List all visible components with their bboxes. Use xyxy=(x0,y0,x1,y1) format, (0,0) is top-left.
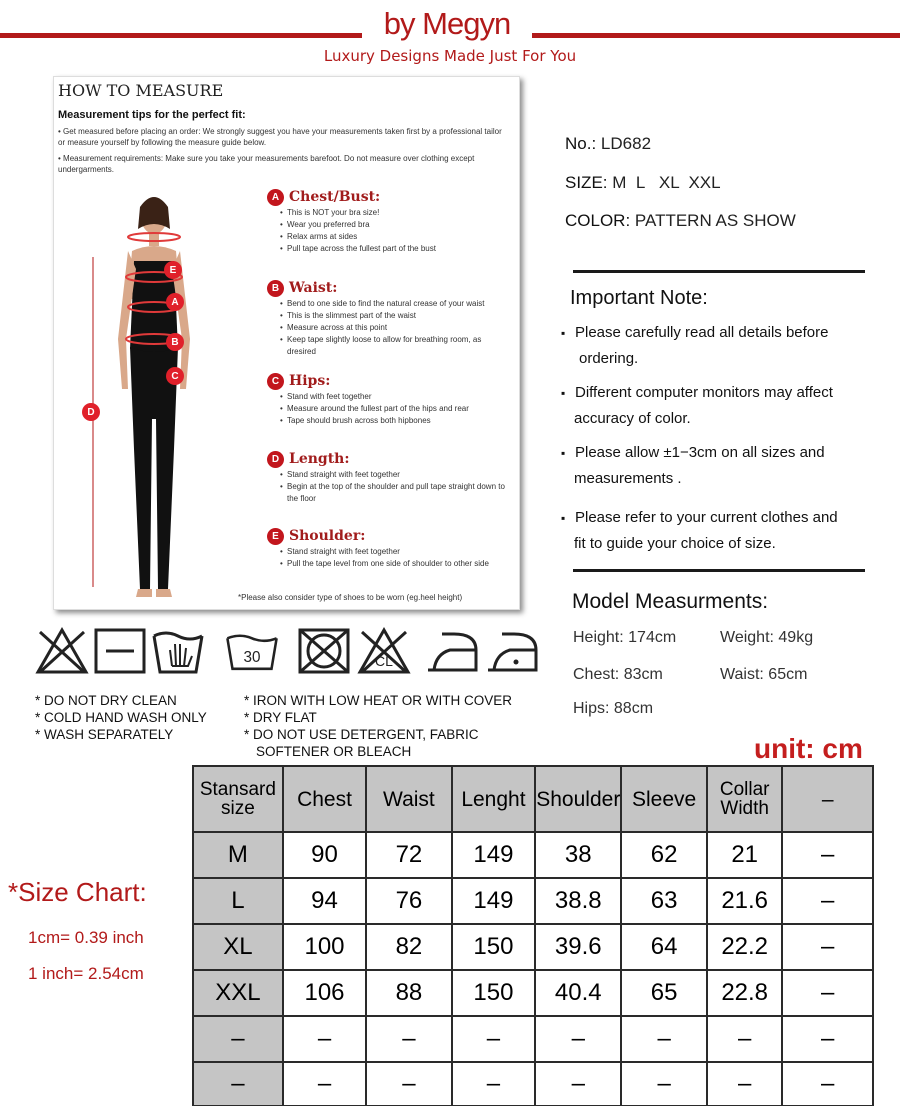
badge-a: A xyxy=(267,189,284,206)
section-title: Shoulder: xyxy=(289,528,366,544)
section-length xyxy=(267,449,512,505)
section-item: • Measure across at this point xyxy=(267,322,512,334)
table-cell: – xyxy=(193,1016,283,1062)
note-line: Different computer monitors may affect xyxy=(575,384,833,401)
section-chest xyxy=(267,187,512,255)
table-row xyxy=(193,878,873,924)
card-subtitle: Measurement tips for the perfect fit: xyxy=(58,109,246,121)
section-item: • Tape should brush across both hipbones xyxy=(267,415,512,427)
table-cell: 100 xyxy=(283,924,366,970)
section-item: • Stand with feet together xyxy=(267,391,512,403)
table-cell: – xyxy=(366,1016,451,1062)
section-item: • Measure around the fullest part of the hips and rear xyxy=(267,403,512,415)
section-title: Chest/Bust: xyxy=(289,189,381,205)
wash-temp: 30 xyxy=(243,649,261,667)
note-line: Please allow ±1−3cm on all sizes and xyxy=(575,444,825,461)
section-title: Waist: xyxy=(289,280,338,296)
header-cell: Waist xyxy=(366,766,451,832)
table-cell: 22.8 xyxy=(707,970,783,1016)
table-cell: 149 xyxy=(452,878,536,924)
table-cell: – xyxy=(452,1016,536,1062)
table-cell: 22.2 xyxy=(707,924,783,970)
care-line: * IRON WITH LOW HEAT OR WITH COVER xyxy=(244,693,513,708)
product-size-label: SIZE: xyxy=(565,173,608,192)
table-cell: – xyxy=(283,1016,366,1062)
table-cell: 21.6 xyxy=(707,878,783,924)
note-line: ordering. xyxy=(579,350,639,367)
product-number-label: No.: xyxy=(565,134,597,153)
table-cell: 21 xyxy=(707,832,783,878)
model-chest: Chest: 83cm xyxy=(573,666,663,683)
product-color-label: COLOR: xyxy=(565,211,631,230)
card-tip: • Get measured before placing an order: We strongly suggest you have your measurements taken first by a professional tailor or measure yourself by following the measure guide below. xyxy=(58,127,502,147)
brand-tagline: Luxury Designs Made Just For You xyxy=(323,47,577,65)
section-item: • Begin at the top of the shoulder and pull tape straight down to the floor xyxy=(267,481,512,505)
dry-flat-icon xyxy=(92,626,148,676)
table-cell: 65 xyxy=(621,970,707,1016)
note-item: ▪ Please refer to your current clothes and fit to guide your choice of size. xyxy=(561,509,838,552)
badge-c: C xyxy=(267,373,284,390)
brand-logo: by Megyn xyxy=(383,6,511,41)
card-footnote: *Please also consider type of shoes to be worn (eg.heel height) xyxy=(238,593,463,602)
care-line: * DRY FLAT xyxy=(244,710,317,725)
divider xyxy=(573,569,865,572)
care-line: SOFTENER OR BLEACH xyxy=(256,744,412,759)
header-cell: – xyxy=(782,766,873,832)
do-not-iron-icon xyxy=(424,626,480,676)
table-cell: – xyxy=(621,1016,707,1062)
care-line: * DO NOT DRY CLEAN xyxy=(35,693,177,708)
header-cell: Stansard size xyxy=(193,766,283,832)
header-rule-left xyxy=(0,33,362,38)
section-item: • This is NOT your bra size! xyxy=(267,207,512,219)
note-item: ▪ Please carefully read all details before ordering. xyxy=(561,324,829,367)
table-cell: – xyxy=(782,1016,873,1062)
model-measurements-title: Model Measurments: xyxy=(572,590,769,613)
table-cell: 150 xyxy=(452,970,536,1016)
section-item: • Bend to one side to find the natural crease of your waist xyxy=(267,298,512,310)
badge-e: E xyxy=(267,528,284,545)
table-cell: 90 xyxy=(283,832,366,878)
do-not-bleach-icon xyxy=(356,626,412,676)
table-cell: – xyxy=(782,832,873,878)
header-cell: Collar Width xyxy=(707,766,783,832)
model-waist: Waist: 65cm xyxy=(720,666,808,683)
table-cell: – xyxy=(621,1062,707,1106)
model-weight: Weight: 49kg xyxy=(720,629,814,646)
table-cell: 150 xyxy=(452,924,536,970)
table-cell: 149 xyxy=(452,832,536,878)
care-instructions-left xyxy=(35,692,207,743)
section-item: • Pull the tape level from one side of shoulder to other side xyxy=(267,558,512,570)
table-row xyxy=(193,1062,873,1106)
section-title: Length: xyxy=(289,451,350,467)
table-cell: 82 xyxy=(366,924,451,970)
how-to-measure-card xyxy=(53,76,520,610)
table-row xyxy=(193,1016,873,1062)
table-cell: 38.8 xyxy=(535,878,621,924)
product-color-value: PATTERN AS SHOW xyxy=(634,211,796,230)
section-item: • Stand straight with feet together xyxy=(267,469,512,481)
table-cell: – xyxy=(366,1062,451,1106)
note-item: ▪ Different computer monitors may affect accuracy of color. xyxy=(561,384,833,427)
model-height: Height: 174cm xyxy=(573,629,677,646)
section-shoulder xyxy=(267,526,512,570)
table-row xyxy=(193,970,873,1016)
table-cell: L xyxy=(193,878,283,924)
section-item: • Relax arms at sides xyxy=(267,231,512,243)
care-line: * WASH SEPARATELY xyxy=(35,727,174,742)
iron-low-icon xyxy=(484,626,540,676)
product-number-value: LD682 xyxy=(600,134,652,153)
figure-badge-a: A xyxy=(166,293,184,311)
table-cell: – xyxy=(193,1062,283,1106)
table-cell: 88 xyxy=(366,970,451,1016)
header-cell: Lenght xyxy=(452,766,536,832)
product-size xyxy=(565,173,721,193)
table-cell: – xyxy=(535,1062,621,1106)
section-title: Hips: xyxy=(289,373,331,389)
table-cell: 94 xyxy=(283,878,366,924)
product-size-value: M L XL XXL xyxy=(612,173,721,192)
figure-badge-e: E xyxy=(164,261,182,279)
section-item: • This is the slimmest part of the waist xyxy=(267,310,512,322)
table-cell: 64 xyxy=(621,924,707,970)
section-item: • Wear you preferred bra xyxy=(267,219,512,231)
bleach-mark: CL xyxy=(375,653,393,669)
table-cell: – xyxy=(283,1062,366,1106)
model-hips: Hips: 88cm xyxy=(573,700,654,717)
conversion-cm: 1cm= 0.39 inch xyxy=(28,928,144,947)
table-cell: 62 xyxy=(621,832,707,878)
table-cell: M xyxy=(193,832,283,878)
header-cell: Chest xyxy=(283,766,366,832)
table-cell: 38 xyxy=(535,832,621,878)
table-cell: – xyxy=(782,970,873,1016)
model-figure xyxy=(82,189,227,609)
table-cell: – xyxy=(782,924,873,970)
section-item: • Keep tape slightly loose to allow for breathing room, as dresired xyxy=(267,334,512,358)
size-chart-title: *Size Chart: xyxy=(8,877,147,907)
section-hips xyxy=(267,371,512,427)
table-cell: – xyxy=(782,1062,873,1106)
divider xyxy=(573,270,865,273)
section-item: • Stand straight with feet together xyxy=(267,546,512,558)
note-line: accuracy of color. xyxy=(574,410,691,427)
table-cell: – xyxy=(782,878,873,924)
size-chart-table xyxy=(192,765,874,1106)
header-cell: Shoulder xyxy=(535,766,621,832)
badge-b: B xyxy=(267,280,284,297)
care-instructions-right xyxy=(244,692,512,760)
header-rule-right xyxy=(532,33,900,38)
note-item: ▪ Please allow ±1−3cm on all sizes and measurements . xyxy=(561,444,825,487)
do-not-dry-clean-icon xyxy=(34,626,90,676)
badge-d: D xyxy=(267,451,284,468)
section-waist xyxy=(267,278,512,358)
table-cell: – xyxy=(452,1062,536,1106)
important-note-title: Important Note: xyxy=(570,287,708,309)
figure-badge-b: B xyxy=(166,333,184,351)
unit-label: unit: cm xyxy=(754,733,863,764)
conversion-inch: 1 inch= 2.54cm xyxy=(28,964,144,983)
table-cell: 76 xyxy=(366,878,451,924)
care-line: * COLD HAND WASH ONLY xyxy=(35,710,207,725)
product-number xyxy=(565,134,651,154)
section-item: • Pull tape across the fullest part of the bust xyxy=(267,243,512,255)
card-tip: • Measurement requirements: Make sure you take your measurements barefoot. Do not measure over clothing except undergarments. xyxy=(58,154,475,174)
table-cell: – xyxy=(707,1016,783,1062)
card-title: HOW TO MEASURE xyxy=(58,81,224,100)
table-cell: 72 xyxy=(366,832,451,878)
table-cell: 39.6 xyxy=(535,924,621,970)
length-measure-line xyxy=(92,257,94,587)
table-cell: 63 xyxy=(621,878,707,924)
header-cell: Sleeve xyxy=(621,766,707,832)
note-line: measurements . xyxy=(574,470,682,487)
figure-badge-d: D xyxy=(82,403,100,421)
care-line: * DO NOT USE DETERGENT, FABRIC xyxy=(244,727,479,742)
table-row xyxy=(193,924,873,970)
product-color xyxy=(565,211,796,231)
table-cell: – xyxy=(707,1062,783,1106)
table-cell: XL xyxy=(193,924,283,970)
note-line: fit to guide your choice of size. xyxy=(574,535,776,552)
table-row xyxy=(193,832,873,878)
wash-30-icon xyxy=(224,626,280,676)
table-cell: 40.4 xyxy=(535,970,621,1016)
table-cell: XXL xyxy=(193,970,283,1016)
note-line: Please refer to your current clothes and xyxy=(575,509,838,526)
table-cell: – xyxy=(535,1016,621,1062)
hand-wash-icon xyxy=(150,626,206,676)
note-line: Please carefully read all details before xyxy=(575,324,829,341)
table-header-row xyxy=(193,766,873,832)
table-cell: 106 xyxy=(283,970,366,1016)
figure-badge-c: C xyxy=(166,367,184,385)
do-not-tumble-dry-icon xyxy=(296,626,352,676)
